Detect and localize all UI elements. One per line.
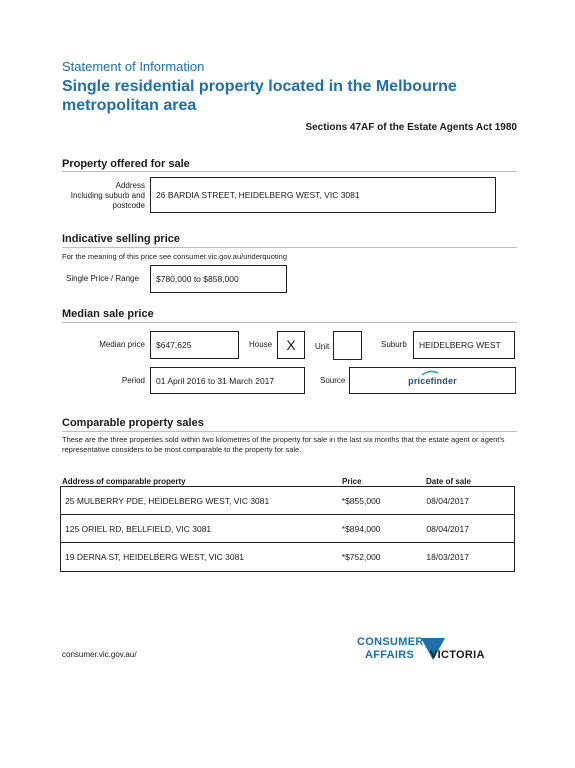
section-divider [62,431,517,432]
suburb-label: Suburb [381,340,407,349]
section-heading-median: Median sale price [62,308,154,320]
median-price-field: $647,625 [150,331,239,359]
median-price-label: Median price [99,340,145,349]
unit-label: Unit [315,342,330,351]
comparable-date: 08/04/2017 [426,523,469,534]
comparable-address: 125 ORIEL RD, BELLFIELD, VIC 3081 [65,523,212,534]
table-row [61,543,514,571]
pricefinder-swoosh-icon [421,370,439,376]
column-header-date: Date of sale [426,477,471,486]
column-header-address: Address of comparable property [62,477,186,486]
logo-line-affairs: AFFAIRS [365,649,415,661]
suburb-field: HEIDELBERG WEST [413,331,515,359]
period-label: Period [121,376,145,385]
pricefinder-logo [408,376,457,386]
comparable-price: *$752,000 [341,552,381,562]
house-label: House [249,340,273,349]
comparable-address: 25 MULBERRY PDE, HEIDELBERG WEST, VIC 3081 [65,495,270,506]
comparable-date: 08/04/2017 [426,495,469,506]
table-row [61,515,514,543]
logo-line-consumer: CONSUMER [357,636,424,648]
document-type: Statement of Information [62,59,205,74]
logo-word-victoria: VICTORIA [430,649,485,661]
act-reference: Sections 47AF of the Estate Agents Act 1980 [305,122,517,133]
price-range-field: $780,000 to $858,000 [150,265,287,293]
price-range-label: Single Price / Range [66,274,139,283]
comparables-table [60,486,515,572]
pricefinder-logo-text: pricefinder [408,375,457,386]
section-heading-comparables: Comparable property sales [62,417,204,429]
document-title: Single residential property located in the Melbourne metropolitan area [62,78,457,114]
comparables-note: These are the three properties sold within two kilometres of the property for sale in the last six months that the estate agent or agent's representative considers to be most comparable to the property for sale. [62,435,505,454]
period-field: 01 April 2016 to 31 March 2017 [150,367,305,394]
address-label-line: Including suburb and [70,191,145,200]
section-divider [62,322,517,323]
source-field [349,367,516,394]
comparable-date: 18/03/2017 [426,552,469,562]
comparable-address: 19 DERNA ST, HEIDELBERG WEST, VIC 3081 [65,552,245,562]
consumer-affairs-victoria-logo [357,636,497,666]
section-divider [62,171,517,172]
section-divider [62,247,517,248]
column-header-price: Price [342,477,362,486]
unit-checkbox [333,331,362,360]
section-heading-selling-price: Indicative selling price [62,233,180,245]
source-label: Source [320,376,346,385]
footer-url: consumer.vic.gov.au/ [62,650,137,659]
address-label-line: Address [115,181,145,190]
house-checkbox: X [277,331,305,359]
section-heading-property: Property offered for sale [62,158,190,170]
underquoting-note: For the meaning of this price see consumer.vic.gov.au/underquoting [62,252,287,261]
comparable-price: *$894,000 [341,523,381,534]
table-row [61,487,514,515]
comparable-price: *$855,000 [341,495,381,506]
property-address-field: 26 BARDIA STREET, HEIDELBERG WEST, VIC 3081 [150,177,496,213]
address-label-line: postcode [112,201,145,210]
address-label [60,181,145,211]
